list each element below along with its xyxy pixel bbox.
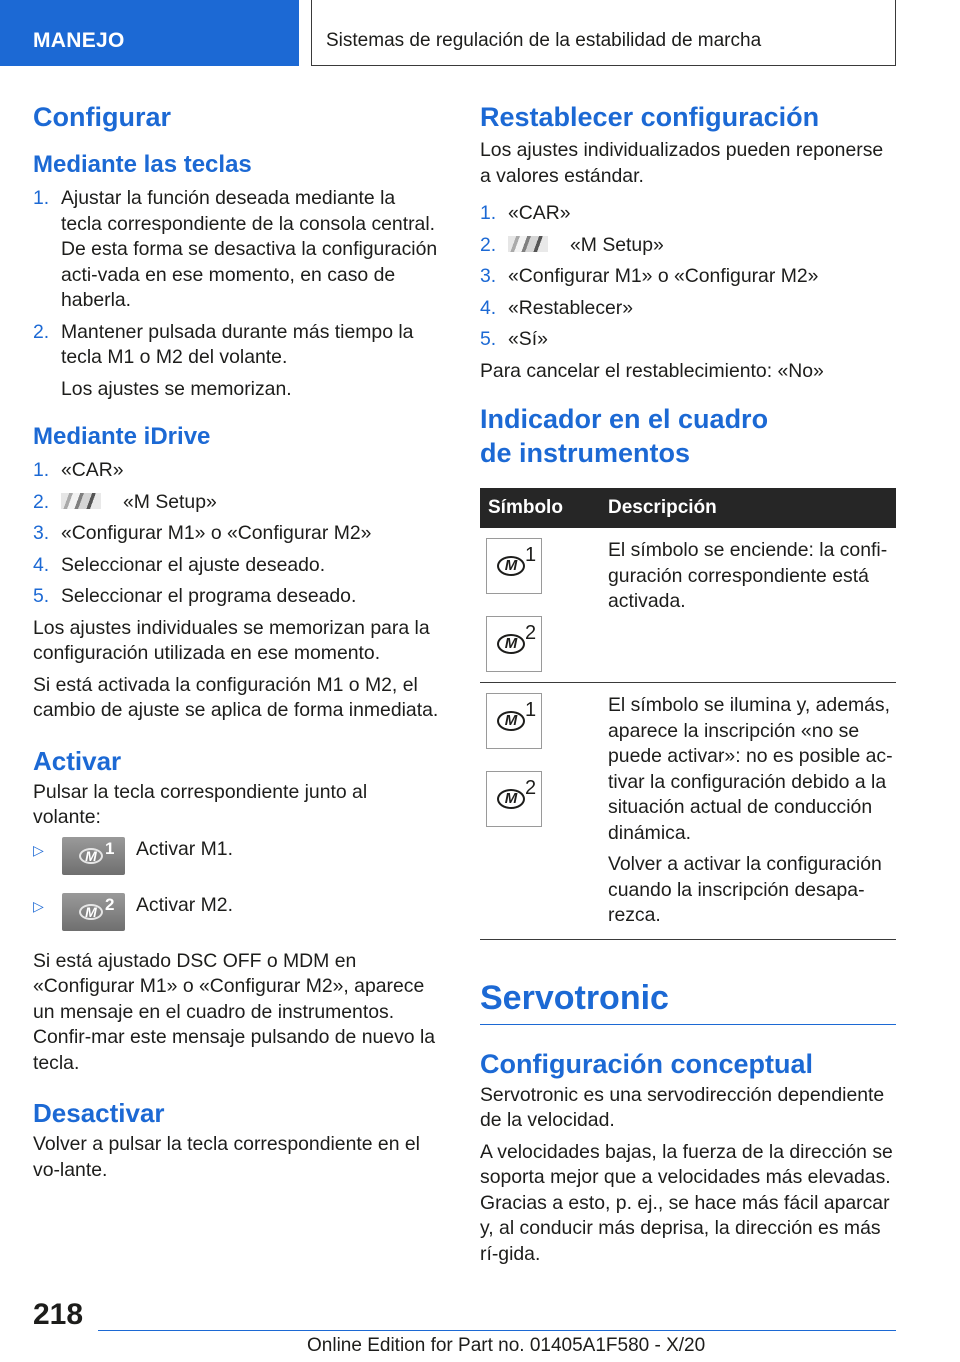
activar-m2-label: Activar M2. [136,893,233,916]
step-text: «Configurar M1» o «Configurar M2» [61,522,372,544]
table-row [480,683,896,940]
indicador-heading-line-2: de instrumentos [480,438,691,468]
step-number: 3. [33,522,50,544]
page-number: 218 [33,1298,84,1331]
teclas-heading: Mediante las teclas [33,151,252,178]
triangle-bullet-icon: ▷ [33,841,44,858]
right-column [480,100,896,1267]
servotronic-heading: Servotronic [480,978,669,1017]
step-text: Seleccionar el programa deseado. [61,585,357,607]
footer-rule [98,1330,896,1331]
description-text: Volver a activar la configuración cuando la inscripción desapa‐rezca. [608,853,882,926]
m2-key-icon: M 2 [62,893,125,931]
step-number: 2. [33,320,50,343]
step-text: «Restablecer» [508,296,634,319]
restablecer-cancel: Para cancelar el restablecimiento: «No» [480,359,824,382]
activar-heading: Activar [33,745,122,776]
list-item [480,296,896,322]
idrive-steps [33,458,439,610]
m-setup-icon [508,236,548,252]
restablecer-steps [480,201,896,353]
left-column [33,100,439,1183]
list-item [33,584,439,610]
step-subtext: Los ajustes se memorizan. [61,377,292,400]
step-text: Mantener pulsada durante más tiempo la tecla M1 o M2 del volante. [61,320,414,368]
triangle-bullet-icon: ▷ [33,897,44,914]
m1-symbol-icon: M 1 [486,693,542,749]
edition-text: Online Edition for Part no. 01405A1F580 - X/20 [307,1335,706,1356]
desactivar-paragraph: Volver a pulsar la tecla correspondiente en el vo‐lante. [33,1133,420,1181]
chapter-tab [311,0,896,66]
list-item [480,233,896,259]
step-number: 4. [480,296,497,319]
step-number: 1. [480,202,497,224]
symbol-cell [480,528,608,683]
list-item [480,201,896,227]
indicador-heading-line-1: Indicador en el cuadro [480,404,769,434]
step-text: «Sí» [508,328,548,350]
list-item [480,327,896,353]
symbol-table [480,488,896,940]
step-number: 5. [33,585,50,607]
idrive-paragraph-2: Si está activada la configuración M1 o M2, el cambio de ajuste se aplica de forma inmediata. [33,673,439,721]
description-text: El símbolo se ilumina y, además, aparece la inscripción «no se puede activar»: no es posible ac‐tivar la configuración debido a la situación actual de conducción dinámica. [608,694,893,844]
step-number: 1. [33,187,50,209]
column-header-description: Descripción [608,488,896,528]
m-setup-icon [61,493,101,509]
m1-symbol-icon: M 1 [486,538,542,594]
chapter-label: Sistemas de regulación de la estabilidad de marcha [326,30,762,51]
indicador-heading [480,402,896,470]
desactivar-heading: Desactivar [33,1098,165,1128]
step-number: 2. [480,233,497,256]
step-text: «CAR» [508,202,571,224]
table-row [480,528,896,683]
servotronic-paragraph-2: A velocidades bajas, la fuerza de la dirección se soporta mejor que a velocidades más elevadas. Gracias a esto, p. ej., se hace más fácil aparcar y, al conducir más deprisa, la dirección es más rí‐gida. [480,1140,893,1265]
description-text: El símbolo se enciende: la confi‐guración correspondiente está activada. [608,539,888,612]
conceptual-heading: Configuración conceptual [480,1048,814,1079]
list-item [480,264,896,290]
step-text: Ajustar la función deseada mediante la tecla correspondiente de la consola central. De esta forma se desactiva la configuración acti‐vada en ese momento, en caso de haberla. [61,187,438,311]
configurar-heading: Configurar [33,102,171,132]
list-item [33,458,439,484]
heading-rule [480,1024,896,1025]
m1-key-icon: M 1 [62,837,125,875]
list-item [33,490,439,516]
step-text: Seleccionar el ajuste deseado. [61,553,326,576]
idrive-paragraph-1: Los ajustes individuales se memorizan para la configuración utilizada en ese momento. [33,616,430,664]
teclas-steps [33,186,439,402]
step-number: 4. [33,553,50,576]
step-number: 2. [33,490,50,513]
idrive-heading: Mediante iDrive [33,423,211,450]
page-header [0,0,960,66]
section-label: MANEJO [33,29,125,52]
list-item [33,893,439,949]
step-text: «Configurar M1» o «Configurar M2» [508,265,819,287]
list-item [33,521,439,547]
activar-m1-label: Activar M1. [136,837,233,860]
description-cell [608,683,896,940]
servotronic-paragraph-1: Servotronic es una servodirección dependiente de la velocidad. [480,1083,885,1131]
step-number: 1. [33,459,50,481]
step-number: 3. [480,265,497,287]
activar-intro: Pulsar la tecla correspondiente junto al volante: [33,780,368,828]
column-header-symbol: Símbolo [480,488,608,528]
section-tab [0,0,299,66]
step-text: «M Setup» [123,490,217,513]
list-item [33,186,439,314]
m2-symbol-icon: M 2 [486,771,542,827]
list-item [33,320,439,403]
activar-list [33,837,439,949]
m2-symbol-icon: M 2 [486,616,542,672]
list-item [33,837,439,893]
restablecer-heading: Restablecer configuración [480,102,820,132]
description-cell [608,528,896,683]
step-text: «M Setup» [570,233,664,256]
symbol-cell [480,683,608,940]
restablecer-intro: Los ajustes individualizados pueden reponerse a valores estándar. [480,139,884,187]
step-text: «CAR» [61,459,124,481]
list-item [33,553,439,579]
activar-paragraph: Si está ajustado DSC OFF o MDM en «Configurar M1» o «Configurar M2», aparece un mensaje en el cuadro de instrumentos. Confir‐mar este mensaje pulsando de nuevo la tecla. [33,949,436,1074]
step-number: 5. [480,328,497,350]
